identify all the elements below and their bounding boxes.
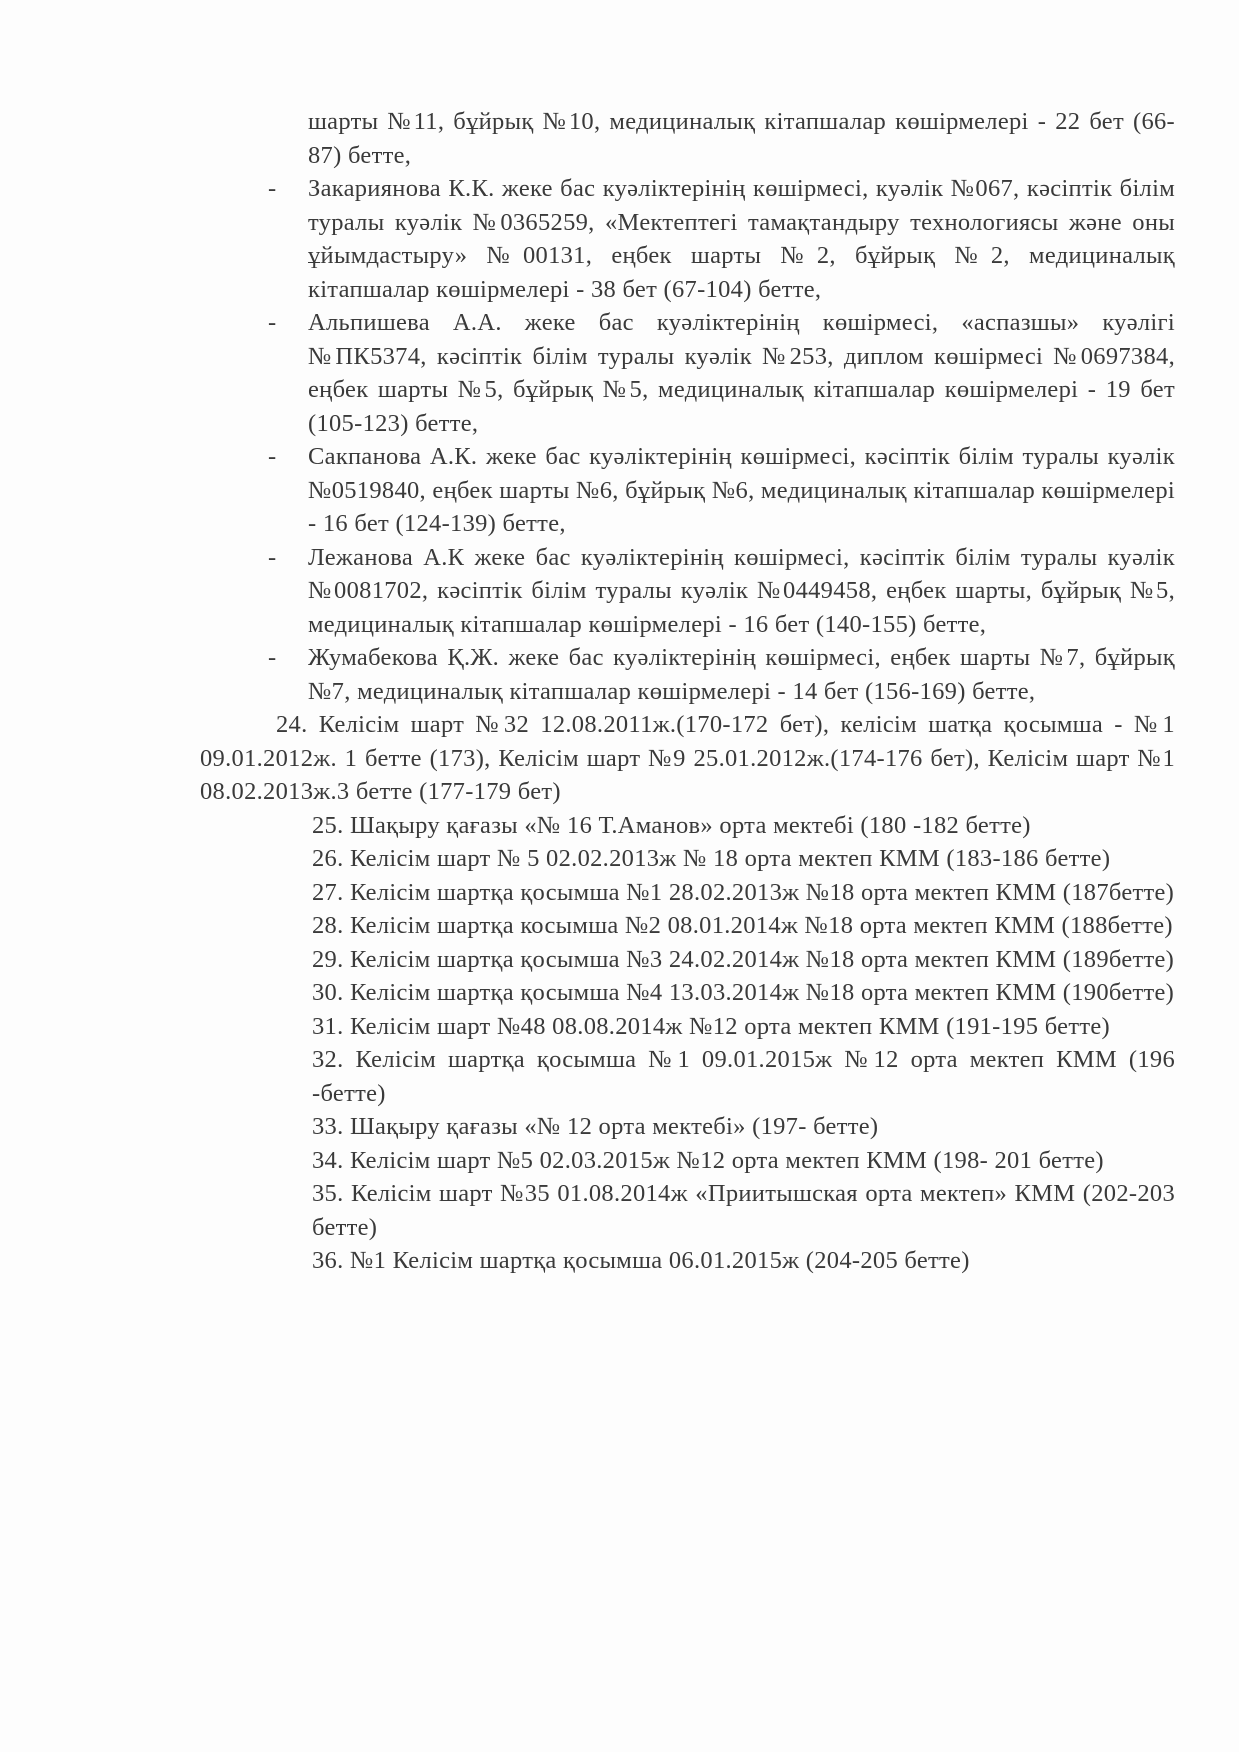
numbered-item-34: 34. Келісім шарт №5 02.03.2015ж №12 орта мектеп КММ (198- 201 бетте): [312, 1146, 1104, 1174]
list-item-text: Сакпанова А.К. жеке бас куәліктерінің көшірмесі, кәсіптік білім туралы куәлік №0519840, еңбек шарты №6, бұйрық №6, медициналық кітапшалар көшірмелері - 16 бет (124-139) бетте,: [308, 443, 1175, 537]
list-item-text: Закариянова К.К. жеке бас куәліктерінің көшірмесі, куәлік №067, кәсіптік білім туралы куәлік №0365259, «Мектептегі тамақтандыру технологиясы және оны ұйымдастыру» №00131, еңбек шарты №2, бұйрық №2, медициналық кітапшалар көшірмелері - 38 бет (67-104) бетте,: [308, 175, 1175, 303]
numbered-item-29: 29. Келісім шартқа қосымша №3 24.02.2014ж №18 орта мектеп КММ (189бетте): [312, 945, 1175, 973]
numbered-item-25: 25. Шақыру қағазы «№ 16 Т.Аманов» орта мектебі (180 -182 бетте): [312, 811, 1031, 839]
list-item-lezhanova: [268, 541, 1175, 642]
numbered-item-24: 24. Келісім шарт №32 12.08.2011ж.(170-172 бет), келісім шатқа қосымша - №1 09.01.2012ж. 1 бетте (173), Келісім шарт №9 25.01.2012ж.(174-176 бет), Келісім шарт №1 08.02.2013ж.3 бетте (177-179 бет): [200, 711, 1175, 805]
numbered-item-30: 30. Келісім шартқа қосымша №4 13.03.2014ж №18 орта мектеп КММ (190бетте): [312, 979, 1175, 1006]
numbered-item-32: 32. Келісім шартқа қосымша №1 09.01.2015ж №12 орта мектеп КММ (196 -бетте): [312, 1046, 1175, 1107]
list-item-zhumabekova: [268, 641, 1175, 708]
list-item-text: Альпишева А.А. жеке бас куәліктерінің көшірмесі, «аспазшы» куәлігі №ПК5374, кәсіптік білім туралы куәлік №253, диплом көшірмесі №0697384, еңбек шарты №5, бұйрық №5, медициналық кітапшалар көшірмелері - 19 бет (105-123) бетте,: [308, 309, 1175, 437]
list-item-text: Лежанова А.К жеке бас куәліктерінің көшірмесі, кәсіптік білім туралы куәлік №0081702, кәсіптік білім туралы куәлік №0449458, еңбек шарты, бұйрық №5, медициналық кітапшалар көшірмелері - 16 бет (140-155) бетте,: [308, 543, 1175, 638]
list-item-zakariyanova: [268, 172, 1175, 306]
dash-bullet: -: [268, 175, 277, 202]
numbered-item-31: 31. Келісім шарт №48 08.08.2014ж №12 орта мектеп КММ (191-195 бетте): [312, 1012, 1110, 1040]
numbered-item-36: 36. №1 Келісім шартқа қосымша 06.01.2015ж (204-205 бетте): [312, 1247, 970, 1274]
numbered-item-35: 35. Келісім шарт №35 01.08.2014ж «Приитышская орта мектеп» КММ (202-203 бетте): [312, 1180, 1175, 1241]
dash-bullet: -: [268, 644, 277, 671]
list-item-sakpanova: [268, 440, 1175, 541]
intro-continuation: шарты №11, бұйрық №10, медициналық кітапшалар көшірмелері - 22 бет (66-87) бетте,: [308, 108, 1175, 169]
dash-bullet: -: [268, 309, 277, 336]
dash-bullet: -: [268, 443, 277, 470]
numbered-item-28: 28. Келісім шартқа косымша №2 08.01.2014ж №18 орта мектеп КММ (188бетте): [312, 912, 1173, 939]
dash-bullet: -: [268, 543, 277, 571]
numbered-item-27: 27. Келісім шартқа қосымша №1 28.02.2013ж №18 орта мектеп КММ (187бетте): [312, 878, 1175, 906]
numbered-item-33: 33. Шақыру қағазы «№ 12 орта мектебі» (197- бетте): [312, 1113, 879, 1140]
numbered-item-26: 26. Келісім шарт № 5 02.02.2013ж № 18 орта мектеп КММ (183-186 бетте): [312, 845, 1111, 872]
list-item-alpisheva: [268, 306, 1175, 440]
list-item-text: Жумабекова Қ.Ж. жеке бас куәліктерінің көшірмесі, еңбек шарты №7, бұйрық №7, медициналық кітапшалар көшірмелері - 14 бет (156-169) бетте,: [308, 644, 1175, 705]
document-body: [200, 105, 1175, 1278]
